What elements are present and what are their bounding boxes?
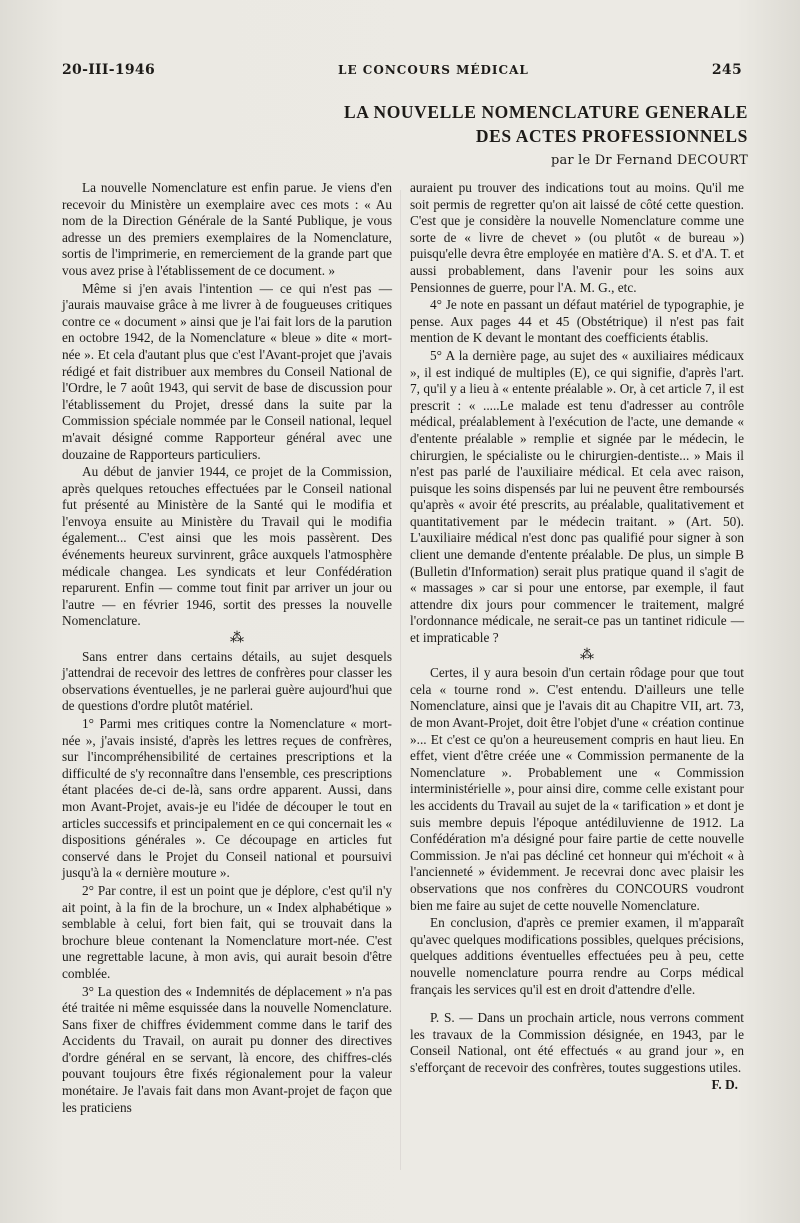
paragraph: 4° Je note en passant un défaut matériel de typographie, je pense. Aux pages 44 et 45 (Obstétrique) il n'est pas fait mention de K devant le montant des coefficients établis. bbox=[410, 297, 744, 346]
paragraph: Sans entrer dans certains détails, au sujet desquels j'attendrai de recevoir des lettres de confrères pour classer les observations éventuelles, je ne parlerai guère aujourd'hui que de questions d'ordre plutôt matériel. bbox=[62, 648, 392, 714]
paragraph: Certes, il y aura besoin d'un certain rôdage pour que tout cela « tourne rond ». C'est entendu. D'ailleurs une telle Nomenclature, ainsi que je l'avais dit au Chapitre VII, art. 73, de mon Avant-Projet, doit être l'objet d'une « création continue »... Et c'est ce qu'on a heureusement compris en haut lieu. En effet, vient d'être créée une « Commission permanente de la Nomenclature ». Probablement une « Commission interministérielle », pour ainsi dire, comme celle existant pour les accidents du Travail au sujet de la « tarification » et dont je suis membre depuis l'époque antédiluvienne de 1912. La Confédération m'a désigné pour faire partie de cette nouvelle Commission. Je n'ai pas décliné cet honneur qui m'échoit « à l'ancienneté » évidemment. Je recevrai donc avec plaisir les observations que nos confrères du CONCOURS voudront bien me faire au sujet de cette nouvelle Nomenclature. bbox=[410, 665, 744, 913]
author-initials: F. D. bbox=[711, 1077, 738, 1093]
paragraph: auraient pu trouver des indications tout au moins. Qu'il me soit permis de regretter qu'on ait laissé de côté cette question. C'est que je considère la nouvelle Nomenclature comme une sorte de « livre de chevet » (ou plutôt « de bureau ») puisqu'elle devra être employée en matière d'A. S. et d'A. T. et aussi probablement, dans l'avenir pour les soins aux Pensionnes de guerre, pour l'A. M. G., etc. bbox=[410, 180, 744, 295]
paragraph: 1° Parmi mes critiques contre la Nomenclature « mort-née », j'avais insisté, d'après les lettres reçues de confrères, sur l'incompréhensibilité de certaines prescriptions et la difficulté de s'y reconnaître dans l'ensemble, ces prescriptions étant placées de-ci de-là, sans ordre apparent. Aussi, dans mon Avant-Projet, avais-je eu l'idée de découper le tout en articles successifs et principalement en ce qui concernait les « dispositions générales ». Ce découpage en articles fut conservé dans le Projet du Conseil national et poursuivi jusqu'à la « dernière mouture ». bbox=[62, 716, 392, 881]
article-byline: par le Dr Fernand DECOURT bbox=[550, 153, 748, 168]
article-title-line-1: LA NOUVELLE NOMENCLATURE GENERALE bbox=[343, 102, 748, 122]
page-number: 245 bbox=[711, 62, 742, 78]
paragraph: Au début de janvier 1944, ce projet de la Commission, après quelques retouches effectuées par le Conseil national fut présenté au Ministère de la Santé qui le modifia et l'envoya ensuite au Ministère du Travail qui le modifia également... C'est ainsi que les mois passèrent. Des événements heureux survinrent, grâce auxquels l'atmosphère médicale changea. Les syndicats et leur Confédération reparurent. Enfin — comme tout finit par arriver un jour ou l'autre — en février 1946, sortit des presses la nouvelle Nomenclature. bbox=[62, 464, 392, 629]
article-title-line-2: DES ACTES PROFESSIONNELS bbox=[475, 126, 748, 146]
paragraph: 2° Par contre, il est un point que je déplore, c'est qu'il n'y ait point, à la fin de la brochure, un « Index alphabétique » semblable à celui, fort bien fait, qui se trouvait dans la brochure bleue contenant la Nomenclature mort-née. C'est une regrettable lacune, à mon avis, qui aurait besoin d'être comblée. bbox=[62, 882, 392, 981]
column-gutter bbox=[400, 190, 401, 1170]
right-column bbox=[410, 180, 744, 1094]
left-column bbox=[62, 180, 392, 1116]
section-asterism: ⁂ bbox=[230, 631, 244, 647]
section-asterism: ⁂ bbox=[580, 647, 594, 663]
paragraph: 5° A la dernière page, au sujet des « auxiliaires médicaux », il est indiqué de multiples (E), ce qui signifie, d'après l'art. 7, qu'il y a lieu à « entente préalable ». Or, à cet article 7, il est prescrit : « .....Le malade est tenu d'adresser au contrôle médical, préalablement à l'exécution de l'acte, une demande « d'entente préalable » remplie et signée par le médecin, le chirurgien, le spécialiste ou le chirurgien-dentiste... » Mais il n'est pas parlé de l'auxiliaire médical. Et cela avec raison, puisque les soins dispensés par lui ne peuvent être remboursés qu'après « avoir été prescrits, au préalable, qualitativement et quantitativement par le médecin traitant. » (Art. 50). L'auxiliaire médical n'est donc pas qualifié pour signer à son client une demande d'entente préalable. De plus, un simple B (Bulletin d'Information) serait plus pratique quand il s'agit de « massages » car si pour une entorse, par exemple, il faut attendre dix jours pour commencer le traitement, malgré l'ordonnance médicale, ne serait-ce pas un tantinet ridicule — et impraticable ? bbox=[410, 347, 744, 646]
paragraph: En conclusion, d'après ce premier examen, il m'apparaît qu'avec quelques modifications possibles, quelques précisions, quelques additions éventuelles effectuées peu à peu, cette nouvelle nomenclature pourra rendre au Corps médical français les services qu'il est en droit d'attendre d'elle. bbox=[410, 915, 744, 997]
issue-date: 20-III-1946 bbox=[62, 62, 156, 78]
paragraph: La nouvelle Nomenclature est enfin parue. Je viens d'en recevoir du Ministère un exemplaire avec ces mots : « Au nom de la Direction Générale de la Santé Publique, je vous adresse un des premiers exemplaires de la Nomenclature, sortis de l'imprimerie, en remerciement de la grande part que vous avez prise à l'établissement de ce document. » bbox=[62, 180, 392, 278]
postscript: P. S. — Dans un prochain article, nous verrons comment les travaux de la Commission désignée, en 1943, par le Conseil National, ont été effectués « au grand jour », en s'efforçant de recevoir des confrères, toutes suggestions utiles. bbox=[410, 1010, 744, 1075]
article-title-block bbox=[344, 100, 748, 168]
paragraph: Même si j'en avais l'intention — ce qui n'est pas — j'aurais mauvaise grâce à me livrer à de fougueuses critiques contre ce « document » ainsi que je l'ai fait lors de la parution en octobre 1942, de la Nomenclature « bleue » dite « mort-née ». Et cela d'autant plus que c'est l'Avant-projet que j'avais rédigé et fait distribuer aux membres du Conseil National de l'Ordre, le 7 août 1943, qui servit de base de discussion pour l'établissement du Projet, dressé dans la suite par la Commission spéciale nommée par le Conseil national, lequel m'avait désigné comme Rapporteur général avec une douzaine de Rapporteurs particuliers. bbox=[62, 280, 392, 462]
paragraph: 3° La question des « Indemnités de déplacement » n'a pas été traitée ni même esquissée dans la nouvelle Nomenclature. Sans fixer de chiffres évidemment comme dans le tarif des Accidents du Travail, on aurait pu donner des directives d'ordre général en se servant, là encore, des chiffres-clés pouvant toujours être fixés régionalement pour la valeur monétaire. Je l'avais fait dans mon Avant-projet de façon que les praticiens bbox=[62, 983, 392, 1115]
running-header bbox=[62, 62, 742, 82]
journal-name: LE CONCOURS MÉDICAL bbox=[338, 63, 529, 77]
